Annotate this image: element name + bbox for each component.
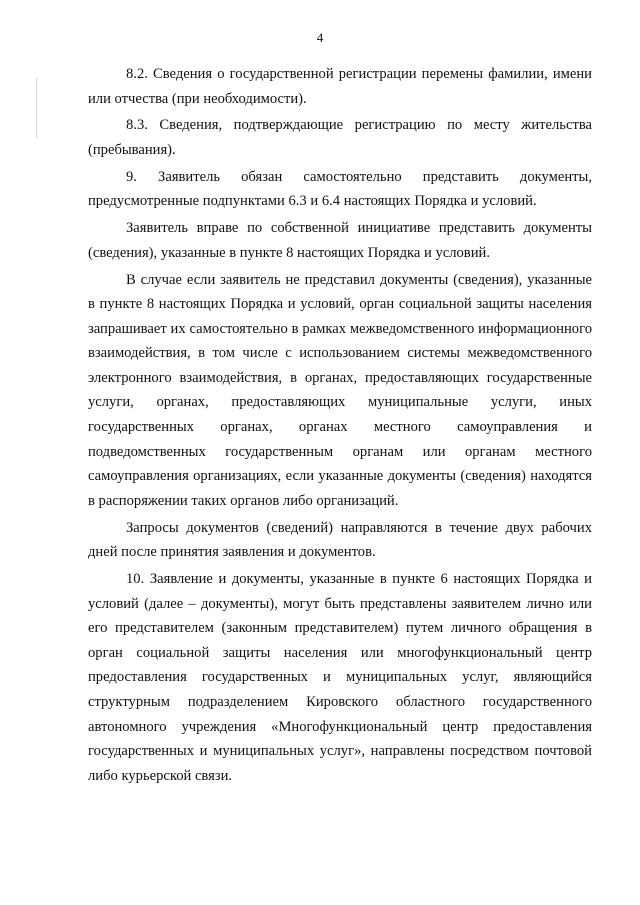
paragraph-9-interagency-request: В случае если заявитель не представил документы (сведения), указанные в пункте 8 настоящих Порядка и условий, орган социальной защиты населения запрашивает их самостоятельно в рамках межведомственного информационного взаимодействия, в том числе с использованием системы межведомственного электронного взаимодействия, в органах, предоставляющих государственные услуги, органах, предоставляющих муниципальные услуги, иных государственных органах, органах местного самоуправления и подведомственных государственным органам или органам местного самоуправления организациях, если указанные документы (сведения) находятся в распоряжении таких органов либо организаций.: [88, 271, 592, 509]
paragraph-9-request-deadline: Запросы документов (сведений) направляются в течение двух рабочих дней после принятия заявления и документов.: [88, 519, 592, 561]
paragraph-9-applicant-right: Заявитель вправе по собственной инициативе представить документы (сведения), указанные в пункте 8 настоящих Порядка и условий.: [88, 220, 592, 261]
page-number: 4: [316, 30, 324, 45]
paragraph-8-2: 8.2. Сведения о государственной регистрации перемены фамилии, имени или отчества (при необходимости).: [88, 66, 592, 107]
margin-mark: [36, 78, 37, 138]
paragraph-8-3: 8.3. Сведения, подтверждающие регистрацию по месту жительства (пребывания).: [88, 117, 592, 158]
document-body: [88, 62, 592, 791]
paragraph-10: 10. Заявление и документы, указанные в пункте 6 настоящих Порядка и условий (далее – документы), могут быть представлены заявителем лично или его представителем (законным представителем) путем личного обращения в орган социальной защиты населения или многофункциональный центр предоставления государственных и муниципальных услуг, являющийся структурным подразделением Кировского областного государственного автономного учреждения «Многофункциональный центр предоставления государственных и муниципальных услуг», направлены посредством почтовой либо курьерской связи.: [88, 571, 592, 784]
paragraph-9: 9. Заявитель обязан самостоятельно представить документы, предусмотренные подпунктами 6.3 и 6.4 настоящих Порядка и условий.: [88, 168, 592, 210]
